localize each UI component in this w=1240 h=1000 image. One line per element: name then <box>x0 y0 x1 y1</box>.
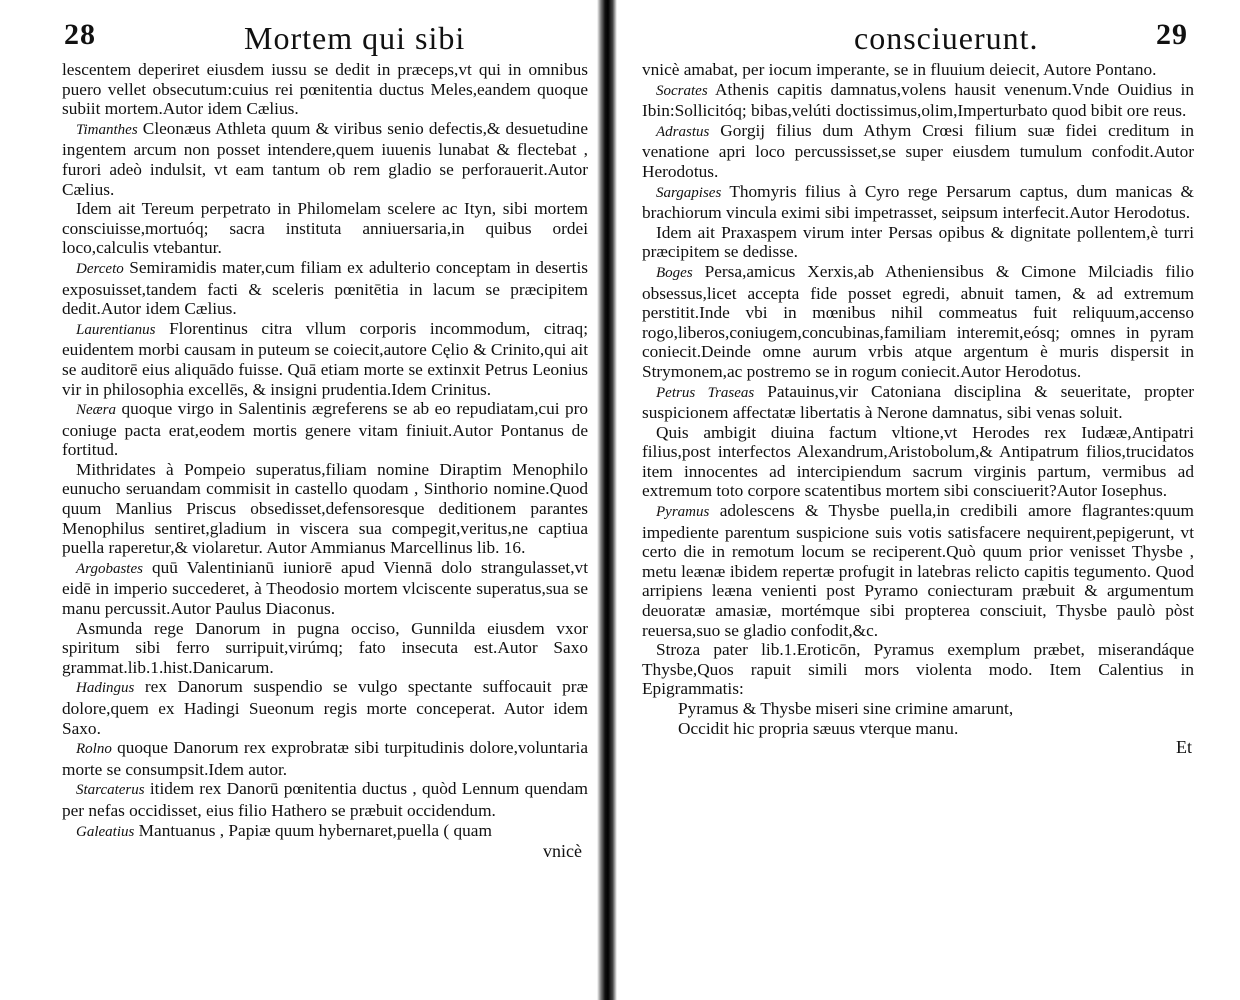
paragraph: Petrus Traseas Patauinus,vir Catoniana disciplina & seueritate, propter suspicionem affectatæ libertatis à Nerone damnatus, sibi venas soluit. <box>642 381 1194 423</box>
person-name: Laurentianus <box>76 321 156 338</box>
paragraph: Stroza pater lib.1.Eroticōn, Pyramus exemplum præbet, miserandáque Thysbe,Quos rapuit simili mors violenta modo. Item Calentius in Epigrammatis: <box>642 640 1194 699</box>
paragraph: Argobastes quū Valentinianū iuniorē apud Viennā dolo strangulasset,vt eidē in imperio succederet, à Theodosio mortem vlciscente superatus,sua se manu percussit.Autor Paulus Diaconus. <box>62 557 588 619</box>
person-name: Petrus Traseas <box>656 384 755 401</box>
person-name: Neæra <box>76 402 117 419</box>
person-name: Starcaterus <box>76 782 145 799</box>
person-name: Timanthes <box>76 121 138 138</box>
paragraph: Sargapises Thomyris filius à Cyro rege Persarum captus, dum manicas & brachiorum vincula eximi sibi impetrasset, seipsum interfecit.Autor Herodotus. <box>642 181 1194 223</box>
paragraph: vnicè amabat, per iocum imperante, se in fluuium deiecit, Autore Pontano. <box>642 60 1157 79</box>
paragraph: Starcaterus itidem rex Danorū pœnitentia ductus , quòd Lennum quendam per nefas occidisset, eius filio Hathero se præbuit occidendum. <box>62 779 588 820</box>
paragraph: Adrastus Gorgij filius dum Athym Crœsi filium suæ fidei creditum in venatione apri loco percussisset,se super eiusdem tumulum confodit.Autor Herodotus. <box>642 120 1194 181</box>
paragraph: Rolno quoque Danorum rex exprobratæ sibi turpitudinis dolore,voluntaria morte se consumpsit.Idem autor. <box>62 738 588 779</box>
right-page-text <box>642 60 1194 758</box>
paragraph: Neæra quoque virgo in Salentinis ægreferens se ab eo repudiatam,cui pro coniuge pacta erat,eodem mortis genere vitam finiuit.Autor Pontanus de fortitud. <box>62 399 588 460</box>
verse-line: Occidit hic propria sæuus vterque manu. <box>678 718 959 738</box>
person-name: Sargapises <box>656 184 722 201</box>
paragraph: Idem ait Praxaspem virum inter Persas opibus & dignitate pollentem,è turri præcipitem se dedisse. <box>642 222 1194 262</box>
paragraph: Galeatius Mantuanus , Papiæ quum hybernaret,puella ( quam <box>76 820 492 840</box>
left-page <box>0 0 602 1000</box>
person-name: Pyramus <box>656 504 710 521</box>
person-name: Hadingus <box>76 680 135 697</box>
person-name: Boges <box>656 264 693 281</box>
person-name: Adrastus <box>656 123 710 140</box>
verse-quote <box>678 699 1194 738</box>
paragraph: Idem ait Tereum perpetrato in Philomelam scelere ac Ityn, sibi mortem consciuisse,mortuóq; sacra instituta anniuersaria,in quibus ordei loco,calculis vtebantur. <box>62 199 588 258</box>
page-number: 28 <box>64 18 96 51</box>
person-name: Derceto <box>76 260 124 277</box>
paragraph: Timanthes Cleonæus Athleta quum & viribus senio defectis,& desuetudine ingentem arcum non posset intendere,quem iuuenis lunabat & flectebat , furori adeò indulsit, vt eam tantum ob rem gladio se perforauerit.Autor Cælius. <box>62 118 588 199</box>
right-page <box>614 0 1240 1000</box>
person-name: Galeatius <box>76 823 135 840</box>
paragraph: Pyramus adolescens & Thysbe puella,in credibili amore flagrantes:quum impediente parentum suspicione suis votis satisfacere nequirent,pepigerunt, vt certo die in remotum locum se reciperent.Quò quum prior venisset Thysbe , metu leænæ ibidem repertæ profugit in latebras relicto capitis tegumento. Quod arripiens leæna venienti post Pyramo coniecturam præbuit & argumentum deuoratæ amasiæ, mortémque sibi propterea consciuit, Thysbe paulò pòst reuersa,suo se gladio confodit,&c. <box>642 501 1194 640</box>
catchword: vnicè <box>543 841 582 862</box>
paragraph: lescentem deperiret eiusdem iussu se dedit in præceps,vt qui in omnibus puero vellet obsecutum:cuius rei pœnitentia ductus Meles,eandem quoque subiit mortem.Autor idem Cælius. <box>62 60 588 119</box>
person-name: Rolno <box>76 741 112 758</box>
left-page-text <box>62 60 588 862</box>
paragraph: Boges Persa,amicus Xerxis,ab Atheniensibus & Cimone Milciadis filio obsessus,licet accepta fide posset egredi, abnuit tamen, & ad extremum perstitit.Inde vbi in mœnibus nihil commeatus fuit reliquum,accenso rogo,liberos,coniugem,concubinas,familiam interemit,eósq; omnes in pyram coniecit.Deinde omne aurum vrbis atque argentum è muris dispersit in Strymonem,ac postremo se in rogum coniecit.Autor Herodotus. <box>642 261 1194 381</box>
left-page-header <box>62 18 588 56</box>
verse-line: Pyramus & Thysbe miseri sine crimine amarunt, <box>678 699 1014 718</box>
person-name: Socrates <box>656 82 708 99</box>
paragraph: Mithridates à Pompeio superatus,filiam nomine Diraptim Menophilo eunucho seruandam commisit in castello quodam , Sinthorio nomine.Quod quum Manlius Priscus obsedisset,defensoresque deditionem parantes Menophilus sentiret,gladium in viscera sua compegit,veritus,ne captiua puella raperetur,& violaretur. Autor Ammianus Marcellinus lib. 16. <box>62 459 588 558</box>
running-title: consciuerunt. <box>854 20 1039 56</box>
paragraph: Hadingus rex Danorum suspendio se vulgo spectante suffocauit præ dolore,quem ex Hadingi Sueonum regis morte conceperat. Autor idem Saxo. <box>62 677 588 738</box>
paragraph: Asmunda rege Danorum in pugna occiso, Gunnilda eiusdem vxor spiritum sibi ferro surripuit,virúmq; fato insecuta est.Autor Saxo grammat.lib.1.hist.Danicarum. <box>62 618 588 677</box>
right-page-header <box>642 18 1194 56</box>
catchword: Et <box>1176 737 1192 758</box>
paragraph: Laurentianus Florentinus citra vllum corporis incommodum, citraq; euidentem morbi causam in puteum se coiecit,autore Cęlio & Crinito,qui ait se auditorē eius aliquādo fuisse. Quā etiam morte se extinxit Petrus Leonius vir in philosophia excellēs, & insigni prudentia.Idem Crinitus. <box>62 318 588 399</box>
person-name: Argobastes <box>76 560 143 577</box>
running-title: Mortem qui sibi <box>244 20 466 56</box>
paragraph: Quis ambigit diuina factum vltione,vt Herodes rex Iudææ,Antipatri filius,post interfectos Alexandrum,Aristobolum,& Antipatrum filios,trucidatos item innocentes ad intercipiendum sacrum virginis partum, vermibus ad extremum toto corpore scatentibus mortem sibi consciuerit?Autor Iosephus. <box>642 422 1194 501</box>
paragraph: Socrates Athenis capitis damnatus,volens hausit venenum.Vnde Ouidius in Ibin:Sollicitóq; bibas,velúti doctissimus,olim,Imperturbato quod bibit ore reus. <box>642 79 1194 121</box>
paragraph: Derceto Semiramidis mater,cum filiam ex adulterio conceptam in desertis exposuisset,tandem facti & sceleris pœnitētia in lacum se præcipitem dedit.Autor idem Cælius. <box>62 257 588 319</box>
page-number: 29 <box>1156 18 1188 51</box>
